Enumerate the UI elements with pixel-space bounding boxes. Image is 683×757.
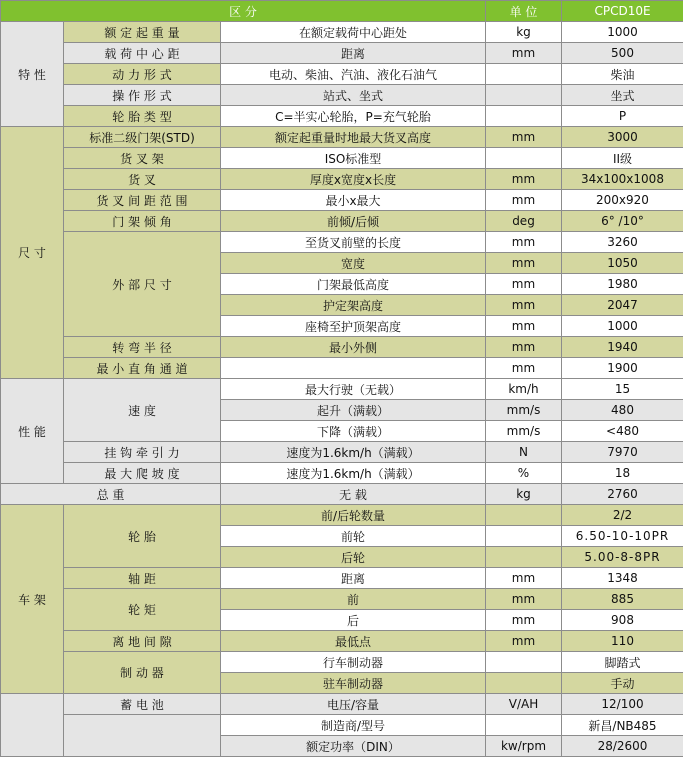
item-desc: 护定架高度: [221, 295, 486, 316]
item-unit: [486, 106, 562, 127]
item-label-external: 外 部 尺 寸: [64, 232, 221, 337]
item-desc: 门架最低高度: [221, 274, 486, 295]
item-unit: mm: [486, 253, 562, 274]
item-label: 轴 距: [64, 568, 221, 589]
item-unit: [486, 505, 562, 526]
table-row: [1, 463, 683, 484]
item-value: 1000: [562, 316, 683, 337]
item-value: 新昌/NB485: [562, 715, 683, 736]
item-unit: mm: [486, 169, 562, 190]
table-row: [1, 127, 683, 148]
item-desc: 速度为1.6km/h（满载）: [221, 463, 486, 484]
table-row: [1, 568, 683, 589]
item-label-track: 轮 矩: [64, 589, 221, 631]
item-unit: [486, 85, 562, 106]
item-desc: 最小x最大: [221, 190, 486, 211]
item-desc: 驻车制动器: [221, 673, 486, 694]
item-desc: 前倾/后倾: [221, 211, 486, 232]
item-unit: [486, 547, 562, 568]
item-desc: 距离: [221, 568, 486, 589]
item-unit: mm/s: [486, 400, 562, 421]
table-row: [1, 442, 683, 463]
item-value: <480: [562, 421, 683, 442]
table-row: [1, 148, 683, 169]
item-unit: [486, 673, 562, 694]
item-value: 脚踏式: [562, 652, 683, 673]
item-value: 200x920: [562, 190, 683, 211]
item-value: 2760: [562, 484, 683, 505]
item-unit: kw/rpm: [486, 736, 562, 757]
table-row: [1, 190, 683, 211]
table-row: [1, 505, 683, 526]
item-label: 离 地 间 隙: [64, 631, 221, 652]
item-label: 最 小 直 角 通 道: [64, 358, 221, 379]
item-unit: mm: [486, 232, 562, 253]
item-unit: mm: [486, 631, 562, 652]
item-label: 蓄 电 池: [64, 694, 221, 715]
item-desc: 后轮: [221, 547, 486, 568]
table-row: [1, 694, 683, 715]
item-value: 3260: [562, 232, 683, 253]
item-value: 1900: [562, 358, 683, 379]
item-value: 2047: [562, 295, 683, 316]
item-unit: [486, 526, 562, 547]
item-value: 7970: [562, 442, 683, 463]
item-label: 货 叉 间 距 范 围: [64, 190, 221, 211]
item-label-engine: [64, 715, 221, 757]
category-characteristics: 特 性: [1, 22, 64, 127]
item-unit: [486, 148, 562, 169]
item-unit: N: [486, 442, 562, 463]
item-label-speed: 速 度: [64, 379, 221, 442]
table-row: [1, 169, 683, 190]
header-unit: 单 位: [486, 1, 562, 22]
item-unit: kg: [486, 484, 562, 505]
item-desc: 额定功率（DIN）: [221, 736, 486, 757]
item-desc: 速度为1.6km/h（满载）: [221, 442, 486, 463]
item-desc: 后: [221, 610, 486, 631]
table-row: [1, 64, 683, 85]
category-chassis: 车 架: [1, 505, 64, 694]
item-desc: 厚度x宽度x长度: [221, 169, 486, 190]
item-desc: 站式、坐式: [221, 85, 486, 106]
item-unit: mm: [486, 589, 562, 610]
table-row: [1, 484, 683, 505]
item-value: 手动: [562, 673, 683, 694]
item-unit: %: [486, 463, 562, 484]
item-label-brake: 制 动 器: [64, 652, 221, 694]
item-desc: 最低点: [221, 631, 486, 652]
item-desc: 距离: [221, 43, 486, 64]
item-unit: kg: [486, 22, 562, 43]
item-value: P: [562, 106, 683, 127]
item-value: 1348: [562, 568, 683, 589]
item-desc: 额定起重量时地最大货叉高度: [221, 127, 486, 148]
item-unit: mm: [486, 127, 562, 148]
item-value: 110: [562, 631, 683, 652]
item-unit: mm: [486, 316, 562, 337]
item-unit: mm: [486, 190, 562, 211]
total-weight-label: 总 重: [1, 484, 221, 505]
item-unit: mm: [486, 43, 562, 64]
item-unit: mm: [486, 295, 562, 316]
item-label: 挂 钩 牵 引 力: [64, 442, 221, 463]
category-dimensions: 尺 寸: [1, 127, 64, 379]
item-value: 1980: [562, 274, 683, 295]
table-row: [1, 358, 683, 379]
item-desc: 起升（满载）: [221, 400, 486, 421]
item-value: 坐式: [562, 85, 683, 106]
item-desc: 至货叉前壁的长度: [221, 232, 486, 253]
table-row: [1, 211, 683, 232]
item-desc: 电压/容量: [221, 694, 486, 715]
item-desc: 在额定载荷中心距处: [221, 22, 486, 43]
item-unit: deg: [486, 211, 562, 232]
item-desc: 前轮: [221, 526, 486, 547]
item-value: 2/2: [562, 505, 683, 526]
item-unit: km/h: [486, 379, 562, 400]
item-unit: mm/s: [486, 421, 562, 442]
table-row: [1, 379, 683, 400]
item-value: 28/2600: [562, 736, 683, 757]
item-value: 5.00-8-8PR: [562, 547, 683, 568]
item-desc: 最大行驶（无载）: [221, 379, 486, 400]
item-label: 转 弯 半 径: [64, 337, 221, 358]
item-desc: 最小外侧: [221, 337, 486, 358]
item-unit: [486, 64, 562, 85]
item-desc: ISO标准型: [221, 148, 486, 169]
category-performance: 性 能: [1, 379, 64, 484]
item-desc: 宽度: [221, 253, 486, 274]
item-desc: 座椅至护顶架高度: [221, 316, 486, 337]
table-row: [1, 232, 683, 253]
item-label-tire: 轮 胎: [64, 505, 221, 568]
item-value: 18: [562, 463, 683, 484]
header-model: CPCD10E: [562, 1, 683, 22]
item-unit: mm: [486, 274, 562, 295]
table-row: [1, 715, 683, 736]
item-label: 动 力 形 式: [64, 64, 221, 85]
item-value: 15: [562, 379, 683, 400]
item-desc: 电动、柴油、汽油、液化石油气: [221, 64, 486, 85]
item-value: 6.50-10-10PR: [562, 526, 683, 547]
item-value: 500: [562, 43, 683, 64]
item-value: 6° /10°: [562, 211, 683, 232]
item-label: 额 定 起 重 量: [64, 22, 221, 43]
item-desc: 前/后轮数量: [221, 505, 486, 526]
item-value: 12/100: [562, 694, 683, 715]
table-row: [1, 106, 683, 127]
table-row: [1, 589, 683, 610]
item-unit: [486, 652, 562, 673]
item-desc: 制造商/型号: [221, 715, 486, 736]
item-desc: 下降（满载）: [221, 421, 486, 442]
item-value: 1050: [562, 253, 683, 274]
item-unit: mm: [486, 610, 562, 631]
table-row: [1, 22, 683, 43]
header-section: 区 分: [1, 1, 486, 22]
item-desc: 行车制动器: [221, 652, 486, 673]
header-row: [1, 1, 683, 22]
item-label: 货 叉 架: [64, 148, 221, 169]
item-label: 货 叉: [64, 169, 221, 190]
item-label: 轮 胎 类 型: [64, 106, 221, 127]
table-row: [1, 631, 683, 652]
table-row: [1, 337, 683, 358]
item-unit: mm: [486, 337, 562, 358]
item-value: 480: [562, 400, 683, 421]
item-value: 柴油: [562, 64, 683, 85]
category-power: [1, 694, 64, 757]
item-unit: [486, 715, 562, 736]
item-value: 34x100x1008: [562, 169, 683, 190]
item-value: 1940: [562, 337, 683, 358]
item-desc: 前: [221, 589, 486, 610]
item-value: 885: [562, 589, 683, 610]
item-value: II级: [562, 148, 683, 169]
item-desc: [221, 358, 486, 379]
table-row: [1, 85, 683, 106]
table-row: [1, 43, 683, 64]
item-unit: mm: [486, 568, 562, 589]
item-label: 最 大 爬 坡 度: [64, 463, 221, 484]
item-value: 908: [562, 610, 683, 631]
table-row: [1, 652, 683, 673]
item-label: 载 荷 中 心 距: [64, 43, 221, 64]
item-value: 1000: [562, 22, 683, 43]
item-label: 操 作 形 式: [64, 85, 221, 106]
item-unit: mm: [486, 358, 562, 379]
item-unit: V/AH: [486, 694, 562, 715]
item-desc: C=半实心轮胎，P=充气轮胎: [221, 106, 486, 127]
item-label: 标准二级门架(STD): [64, 127, 221, 148]
item-label: 门 架 倾 角: [64, 211, 221, 232]
item-value: 3000: [562, 127, 683, 148]
item-desc: 无 载: [221, 484, 486, 505]
